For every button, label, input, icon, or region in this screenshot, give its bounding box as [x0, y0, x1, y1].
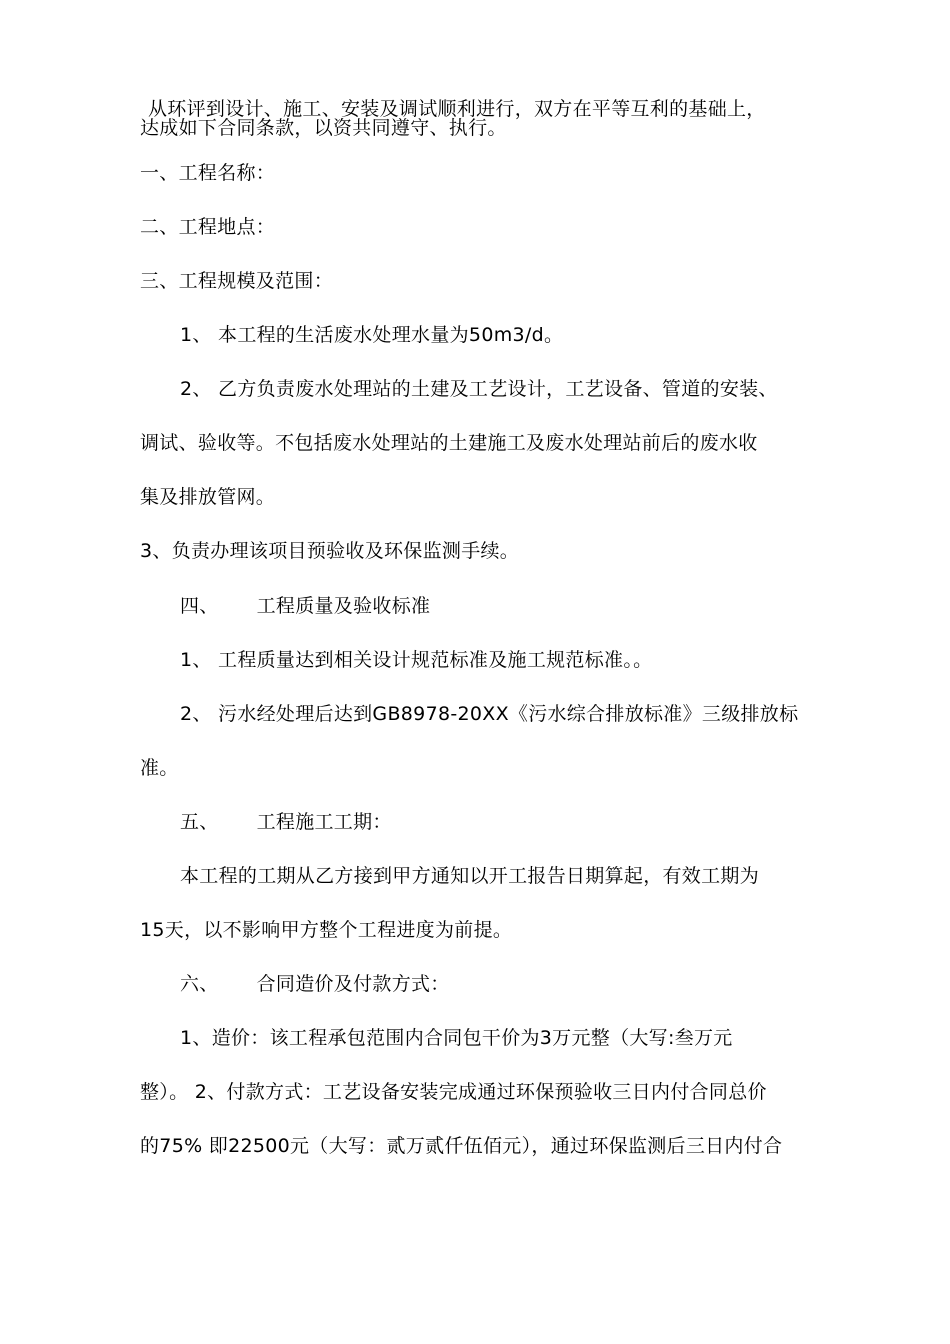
- scope-item-2-line-1: 2、 乙方负责废水处理站的土建及工艺设计，工艺设备、管道的安装、: [180, 378, 778, 400]
- quality-item-2-line-2: 准。: [140, 757, 179, 779]
- section-project-location: 二、工程地点：: [140, 216, 276, 238]
- section-project-name: 一、工程名称：: [140, 162, 276, 184]
- schedule-line-2: 15天，以不影响甲方整个工程进度为前提。: [140, 919, 513, 941]
- section-quality-heading: [180, 594, 430, 618]
- section-quality-title: 工程质量及验收标准: [256, 595, 431, 617]
- payment-line-3: 的75% 即22500元（大写：贰万贰仟伍佰元），通过环保监测后三日内付合: [140, 1135, 783, 1157]
- payment-line-1: 1、造价：该工程承包范围内合同包干价为3万元整（大写:叁万元: [180, 1027, 733, 1049]
- quality-item-2-line-1: 2、 污水经处理后达到GB8978-20XX《污水综合排放标准》三级排放标: [180, 703, 799, 725]
- schedule-line-1: 本工程的工期从乙方接到甲方通知以开工报告日期算起，有效工期为: [180, 865, 760, 887]
- section-payment-title: 合同造价及付款方式：: [256, 973, 450, 995]
- intro-line-1: 从环评到设计、施工、安装及调试顺利进行，双方在平等互利的基础上，: [148, 98, 766, 120]
- section-schedule-number: 五、: [180, 811, 219, 833]
- scope-item-2-line-2: 调试、验收等。不包括废水处理站的土建施工及废水处理站前后的废水收: [140, 432, 758, 454]
- section-payment-heading: [180, 972, 450, 996]
- scope-item-1: 1、 本工程的生活废水处理水量为50m3/d。: [180, 324, 564, 346]
- section-schedule-heading: [180, 810, 392, 834]
- intro-line-2: 达成如下合同条款，以资共同遵守、执行。: [140, 117, 507, 139]
- scope-item-3: 3、负责办理该项目预验收及环保监测手续。: [140, 540, 520, 562]
- section-project-scope: 三、工程规模及范围：: [140, 270, 334, 292]
- payment-line-2: 整）。 2、付款方式：工艺设备安装完成通过环保预验收三日内付合同总价: [140, 1081, 767, 1103]
- scope-item-2-line-3: 集及排放管网。: [140, 486, 276, 508]
- section-payment-number: 六、: [180, 973, 219, 995]
- section-quality-number: 四、: [180, 595, 219, 617]
- section-schedule-title: 工程施工工期：: [256, 811, 392, 833]
- quality-item-1: 1、 工程质量达到相关设计规范标准及施工规范标准。。: [180, 649, 653, 671]
